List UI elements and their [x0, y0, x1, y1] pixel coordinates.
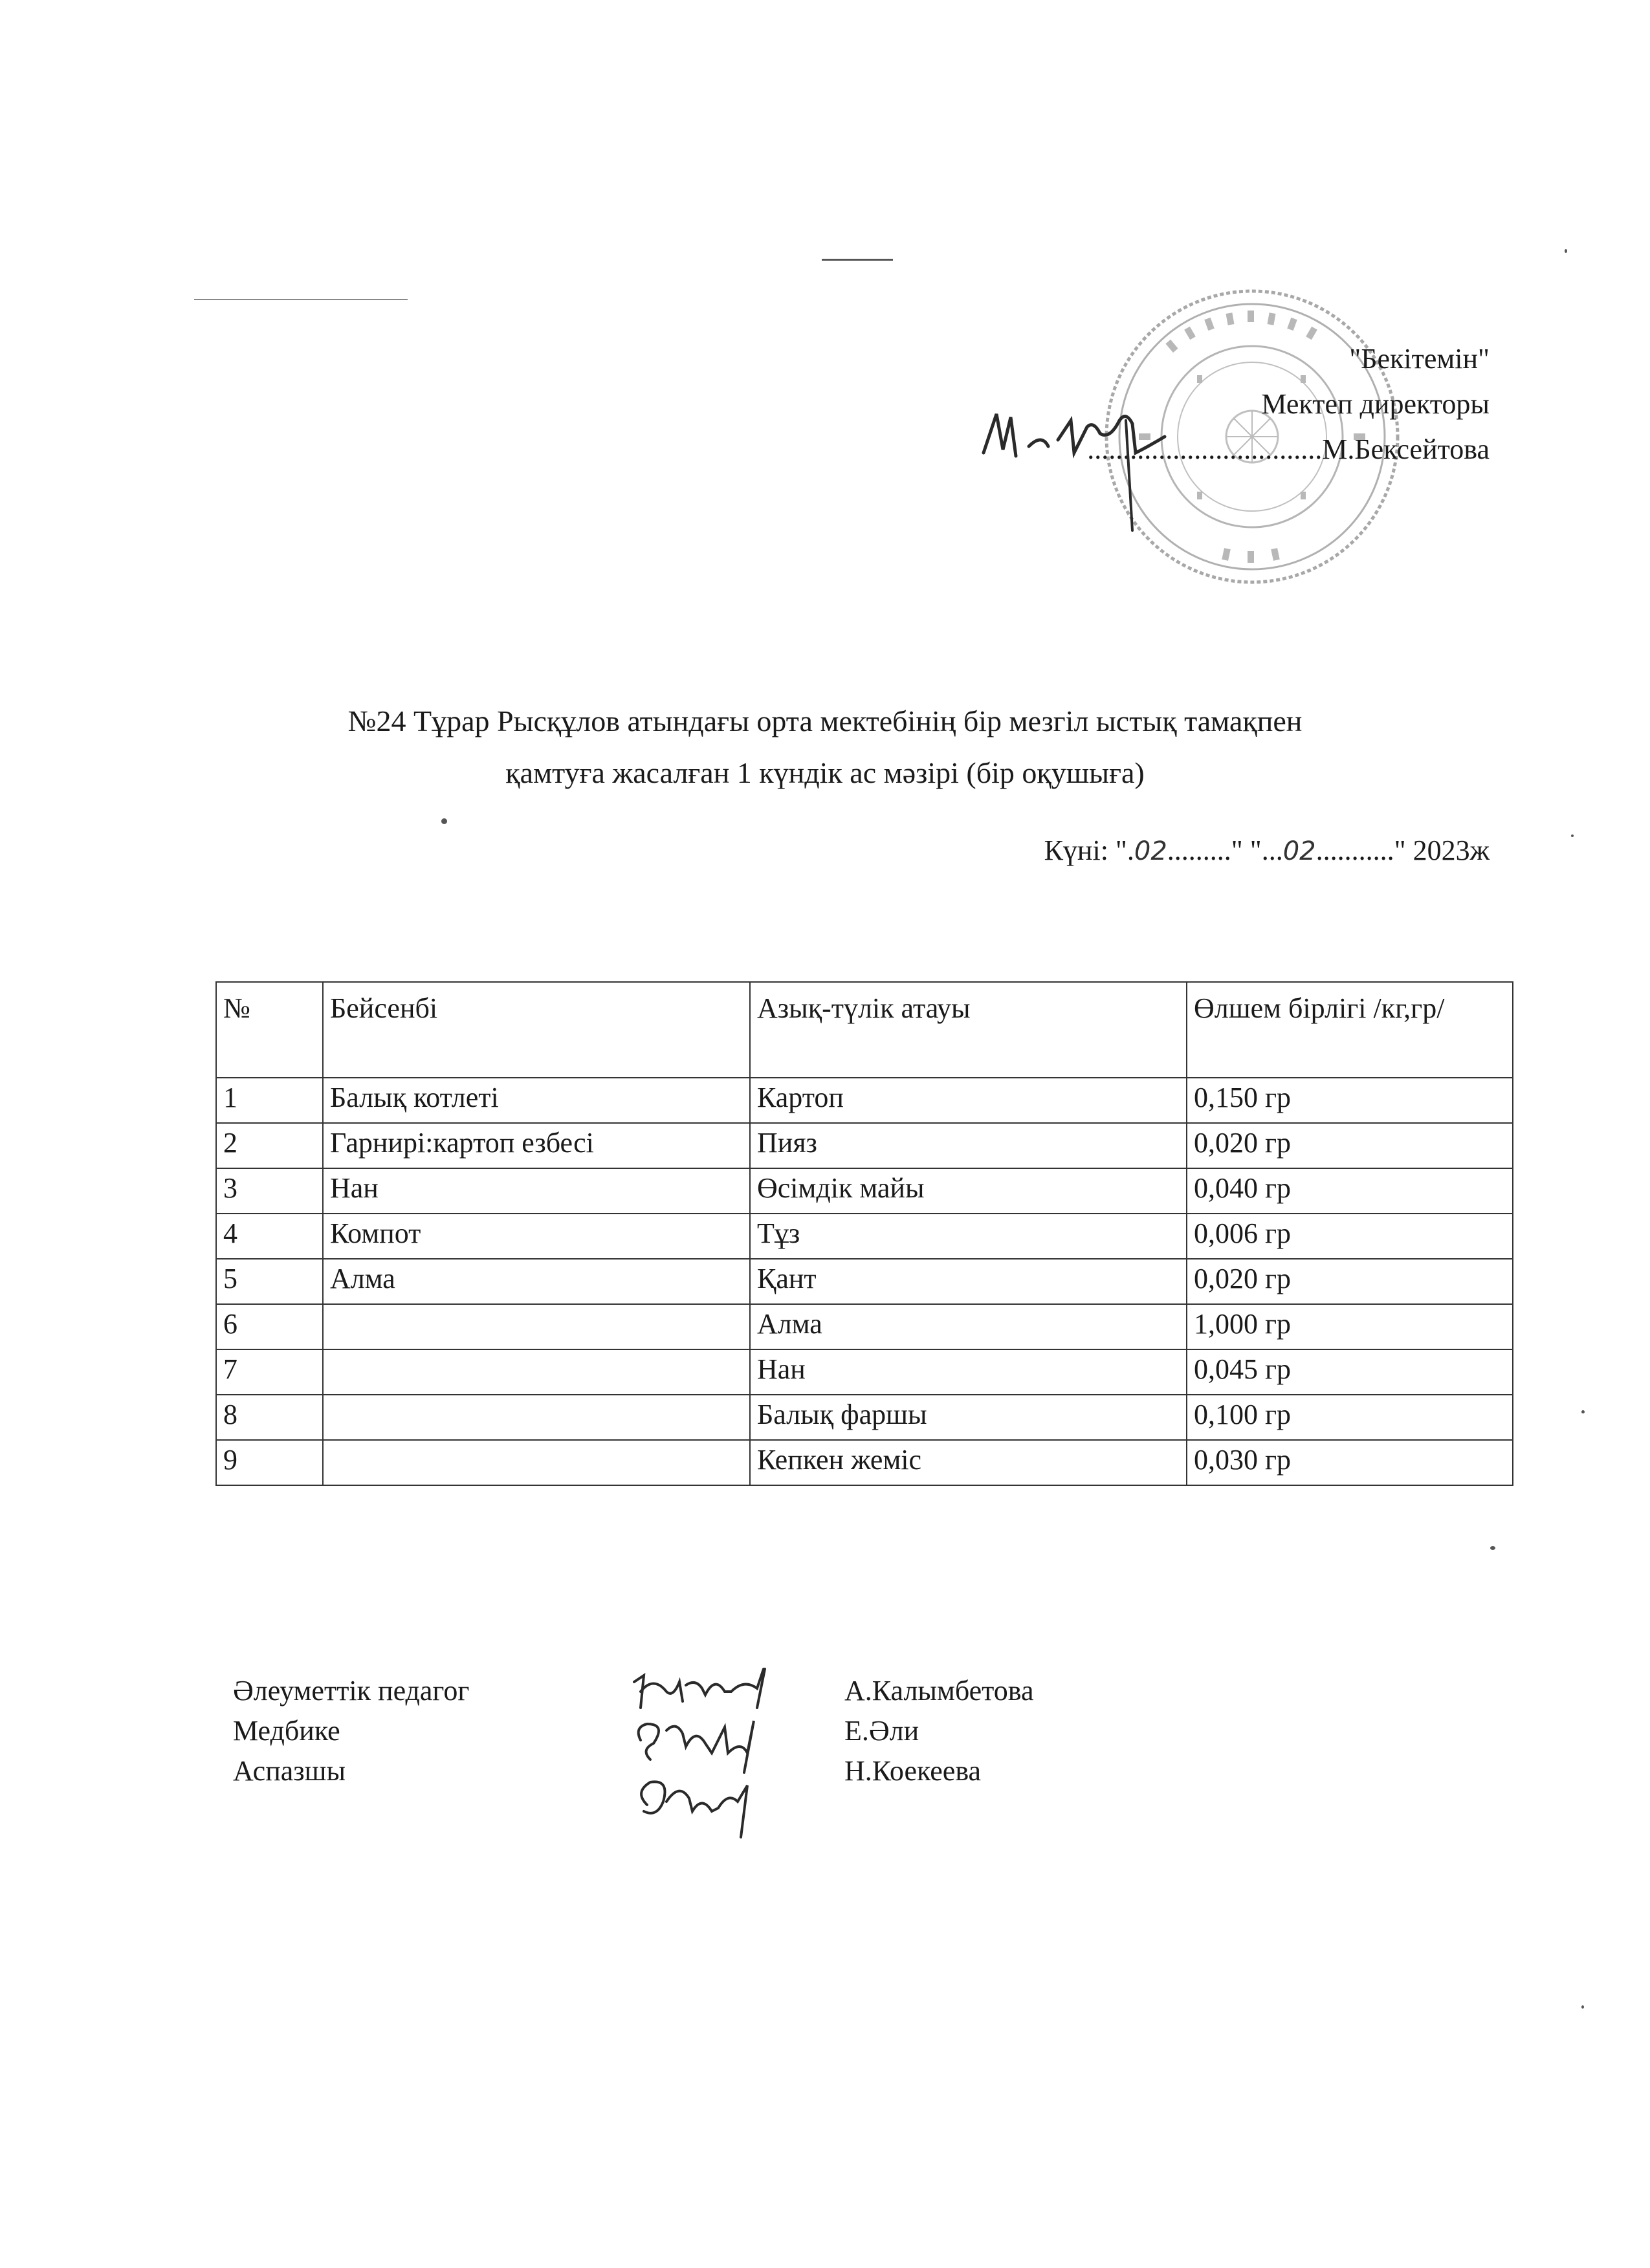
date-month: 02: [1282, 836, 1316, 866]
scan-mark: [822, 259, 893, 261]
menu-table: [215, 981, 1513, 1486]
signatory-name: Е.Әли: [844, 1715, 919, 1747]
cell-amount: 0,040 гр: [1187, 1168, 1513, 1214]
signatory-name: Н.Коекеева: [844, 1755, 982, 1787]
table-row: [216, 1259, 1513, 1304]
cell-number: 2: [216, 1123, 323, 1168]
scan-mark: [194, 299, 408, 300]
date-line: Күні: ".02........." "...02..........." 2023ж: [1044, 834, 1490, 866]
table-row: [216, 1123, 1513, 1168]
table-header-row: [216, 982, 1513, 1078]
scan-speck: [1565, 249, 1567, 253]
header-number: №: [216, 982, 323, 1078]
signatory-role: Әлеуметтік педагог: [233, 1675, 470, 1706]
approval-heading: "Бекітемін": [1349, 343, 1490, 375]
cell-product: Картоп: [750, 1078, 1187, 1123]
cell-product: Тұз: [750, 1214, 1187, 1259]
cell-amount: 1,000 гр: [1187, 1304, 1513, 1349]
cell-number: 3: [216, 1168, 323, 1214]
cell-amount: 0,020 гр: [1187, 1123, 1513, 1168]
cell-number: 1: [216, 1078, 323, 1123]
cell-dish: Гарнирі:картоп езбесі: [323, 1123, 750, 1168]
cell-dish: [323, 1395, 750, 1440]
scan-speck: [1581, 2005, 1584, 2009]
signatory-name: А.Калымбетова: [844, 1675, 1034, 1706]
cell-amount: 0,100 гр: [1187, 1395, 1513, 1440]
cell-number: 5: [216, 1259, 323, 1304]
cell-dish: [323, 1440, 750, 1485]
scan-speck: [1571, 834, 1574, 837]
cell-product: Пияз: [750, 1123, 1187, 1168]
header-product: Азық-түлік атауы: [750, 982, 1187, 1078]
cell-dish: [323, 1304, 750, 1349]
scan-speck: [441, 818, 447, 824]
staff-signatures: [621, 1656, 815, 1850]
cell-product: Нан: [750, 1349, 1187, 1395]
title-line-1: №24 Тұрар Рысқұлов атындағы орта мектебінің бір мезгіл ыстық тамақпен: [347, 704, 1303, 737]
cell-product: Кепкен жеміс: [750, 1440, 1187, 1485]
table-row: [216, 1214, 1513, 1259]
scan-speck: [1581, 1410, 1585, 1413]
signatory-role: Медбике: [233, 1715, 340, 1747]
date-separator: " ": [1231, 834, 1262, 866]
scan-speck: [1490, 1546, 1495, 1550]
cell-dish: [323, 1349, 750, 1395]
director-signature-line: .................................М.Бексейтова: [1087, 433, 1490, 465]
cell-product: Алма: [750, 1304, 1187, 1349]
cell-amount: 0,045 гр: [1187, 1349, 1513, 1395]
cell-number: 6: [216, 1304, 323, 1349]
signatory-row: [233, 1714, 1398, 1754]
cell-amount: 0,030 гр: [1187, 1440, 1513, 1485]
director-signature: [938, 395, 1210, 537]
cell-dish: Нан: [323, 1168, 750, 1214]
table-row: [216, 1304, 1513, 1349]
table-row: [216, 1349, 1513, 1395]
cell-amount: 0,006 гр: [1187, 1214, 1513, 1259]
table-row: [216, 1168, 1513, 1214]
cell-number: 4: [216, 1214, 323, 1259]
header-unit: Өлшем бірлігі /кг,гр/: [1187, 982, 1513, 1078]
date-day: 02: [1134, 836, 1167, 866]
signatories-block: [233, 1674, 1398, 1794]
signatory-row: [233, 1674, 1398, 1714]
cell-amount: 0,020 гр: [1187, 1259, 1513, 1304]
title-line-2: қамтуға жасалған 1 күндік ас мәзірі (бір оқушыға): [505, 756, 1145, 789]
cell-dish: Алма: [323, 1259, 750, 1304]
table-row: [216, 1078, 1513, 1123]
table-row: [216, 1395, 1513, 1440]
cell-dish: Компот: [323, 1214, 750, 1259]
signatory-row: [233, 1754, 1398, 1794]
signatory-role: Аспазшы: [233, 1755, 346, 1787]
cell-number: 8: [216, 1395, 323, 1440]
cell-number: 7: [216, 1349, 323, 1395]
document-title: [0, 695, 1650, 799]
cell-amount: 0,150 гр: [1187, 1078, 1513, 1123]
date-suffix: " 2023ж: [1394, 834, 1490, 866]
cell-number: 9: [216, 1440, 323, 1485]
date-prefix: Күні: ": [1044, 834, 1127, 866]
cell-product: Өсімдік майы: [750, 1168, 1187, 1214]
cell-product: Қант: [750, 1259, 1187, 1304]
director-position: Мектеп директоры: [1261, 388, 1490, 420]
header-day: Бейсенбі: [323, 982, 750, 1078]
table-row: [216, 1440, 1513, 1485]
cell-dish: Балық котлеті: [323, 1078, 750, 1123]
cell-product: Балық фаршы: [750, 1395, 1187, 1440]
